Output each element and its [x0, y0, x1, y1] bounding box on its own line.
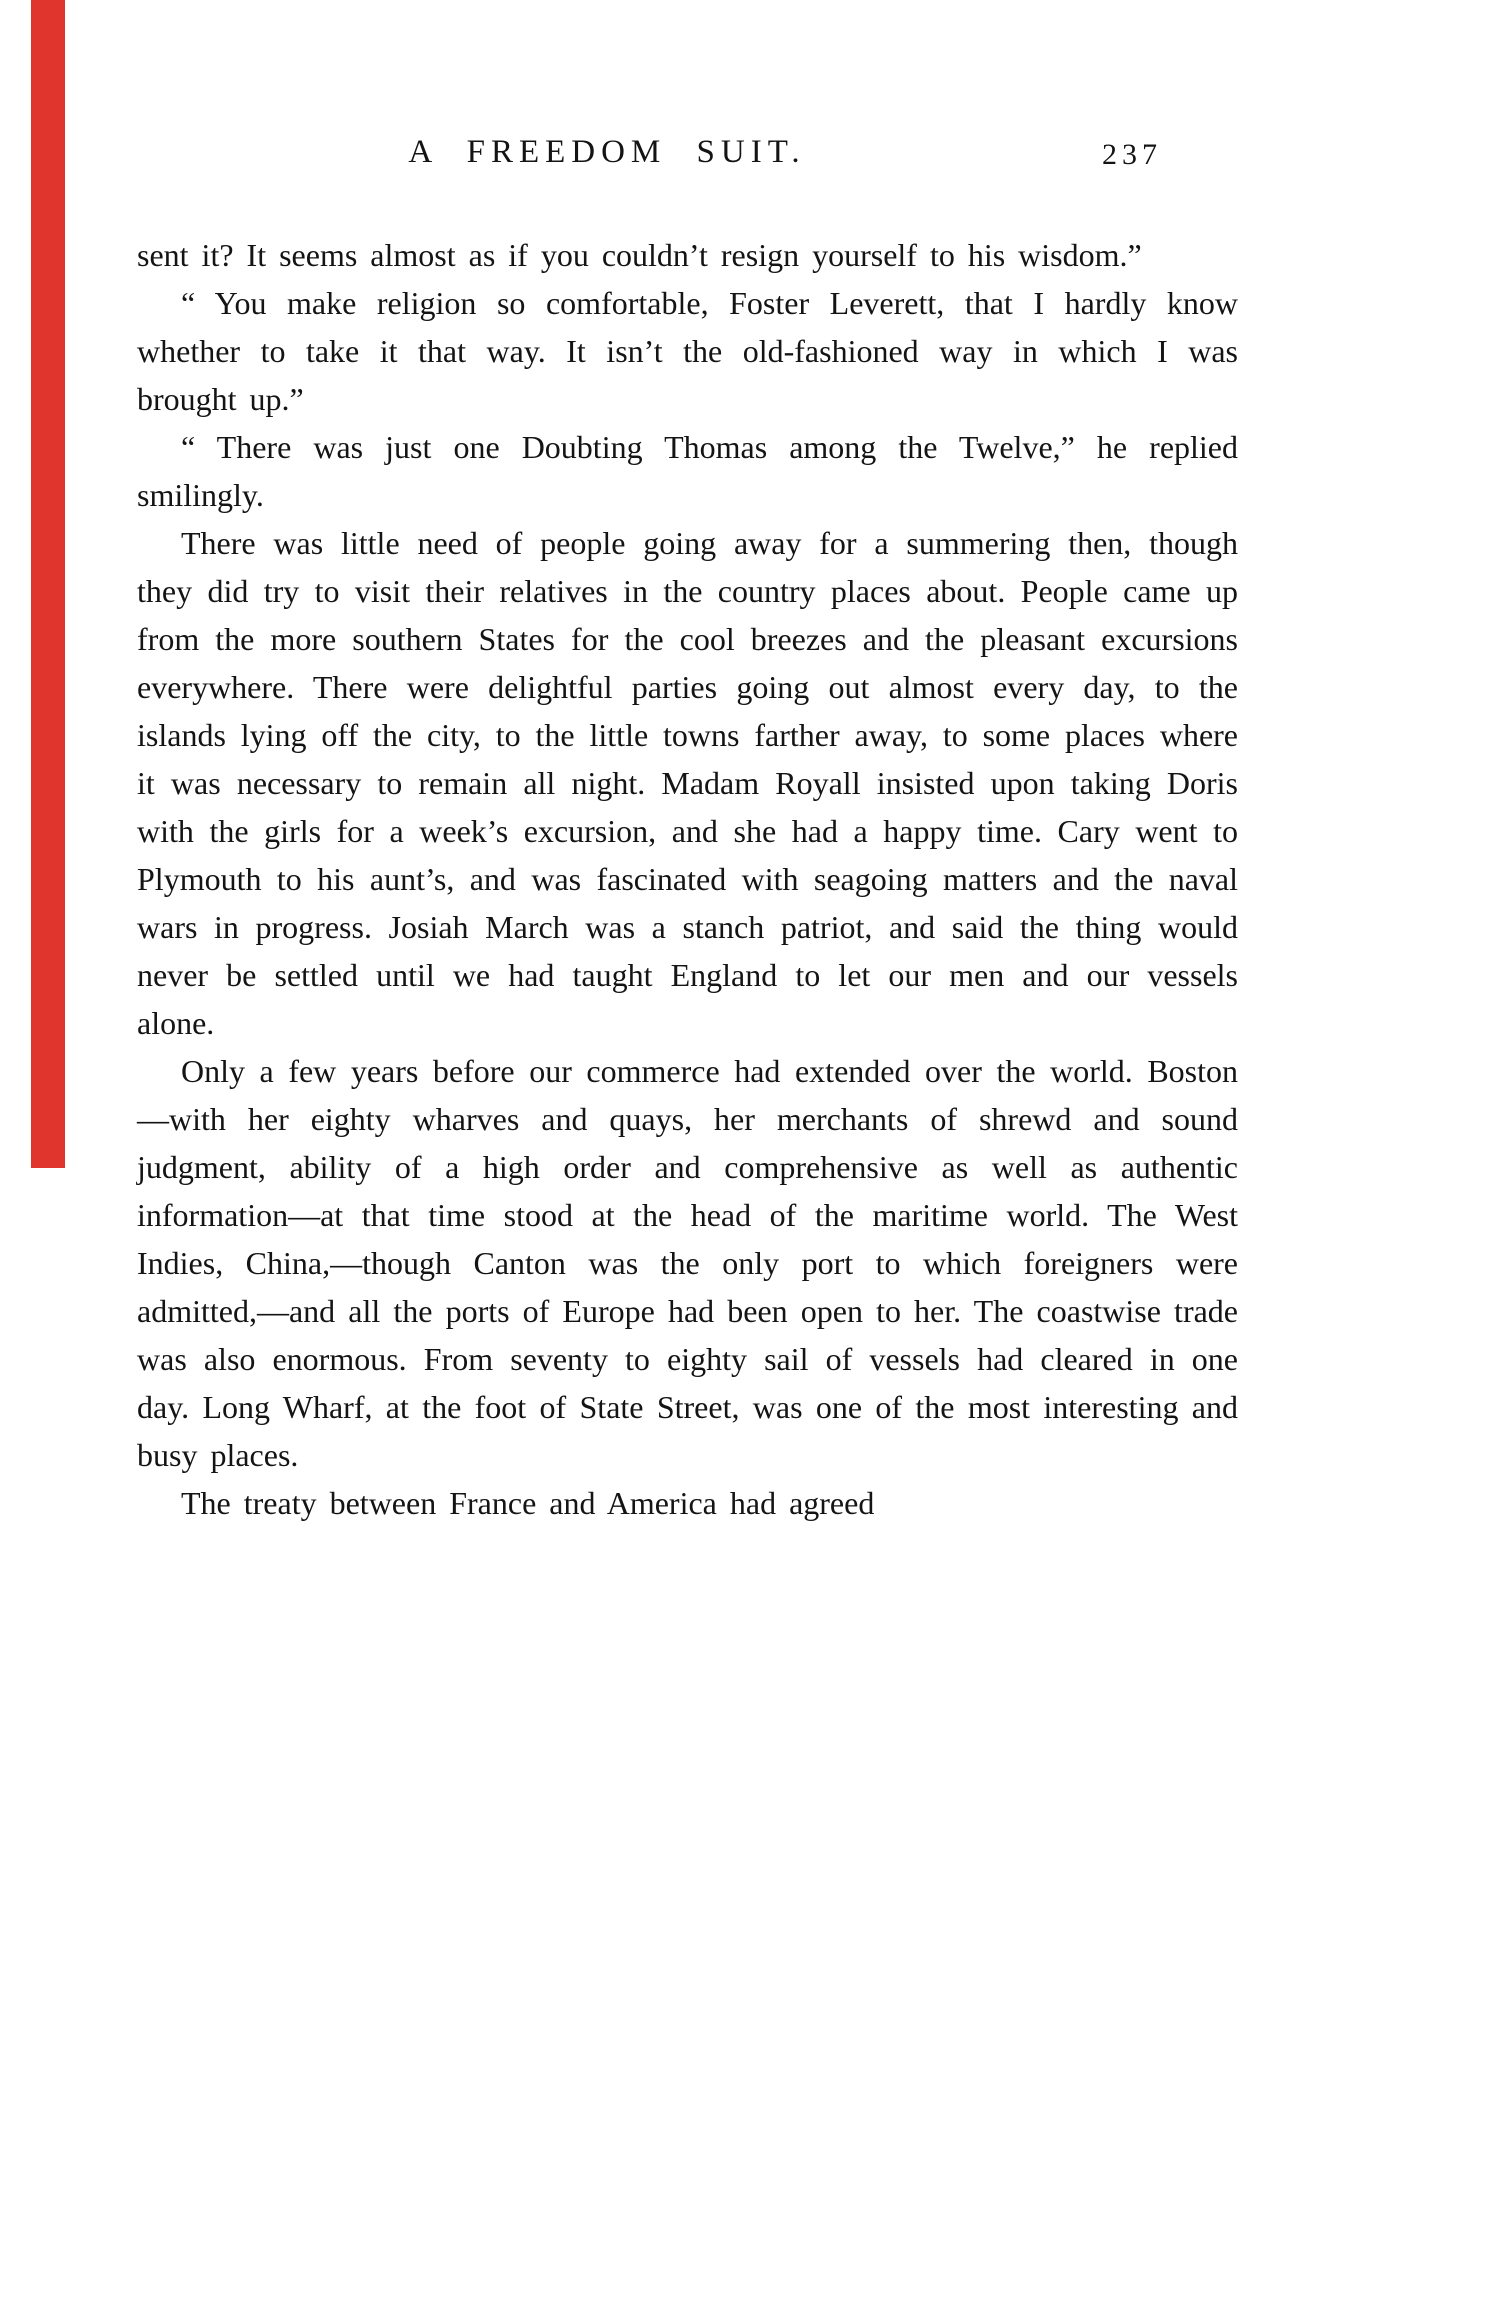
paragraph: The treaty between France and America had agreed [181, 1485, 875, 1521]
page-header [137, 134, 1238, 184]
paragraph: There was little need of people going away for a summering then, though they did try to visit their relatives in the country places about. People came up from the more southern States for the cool breezes and the pleasant excursions everywhere. There were delightful parties going out almost every day, to the islands lying off the city, to the little towns farther away, to some places where it was necessary to remain all night. Madam Royall insisted upon taking Doris with the girls for a week’s excursion, and she had a happy time. Cary went to Plymouth to his aunt’s, and was fascinated with seagoing matters and the naval wars in progress. Josiah March was a stanch patriot, and said the thing would never be settled until we had taught England to let our men and our vessels alone. [137, 525, 1238, 1041]
paragraph: Only a few years before our commerce had extended over the world. Boston—with her eighty wharves and quays, her merchants of shrewd and sound judgment, ability of a high order and comprehensive as well as authentic information—at that time stood at the head of the maritime world. The West Indies, China,—though Canton was the only port to which foreigners were admitted,—and all the ports of Europe had been open to her. The coastwise trade was also enormous. From seventy to eighty sail of vessels had cleared in one day. Long Wharf, at the foot of State Street, was one of the most interesting and busy places. [137, 1053, 1238, 1473]
paragraph: “ There was just one Doubting Thomas among the Twelve,” he replied smilingly. [137, 429, 1238, 513]
text-block [137, 231, 1238, 1527]
paragraph: sent it? It seems almost as if you couldn’t resign yourself to his wisdom.” [137, 237, 1142, 273]
page-number: 237 [1102, 138, 1162, 171]
paragraph: “ You make religion so comfortable, Foster Leverett, that I hardly know whether to take it that way. It isn’t the old-fashioned way in which I was brought up.” [137, 285, 1238, 417]
running-title: A FREEDOM SUIT. [408, 134, 806, 170]
red-scan-edge-bar [31, 0, 65, 1168]
